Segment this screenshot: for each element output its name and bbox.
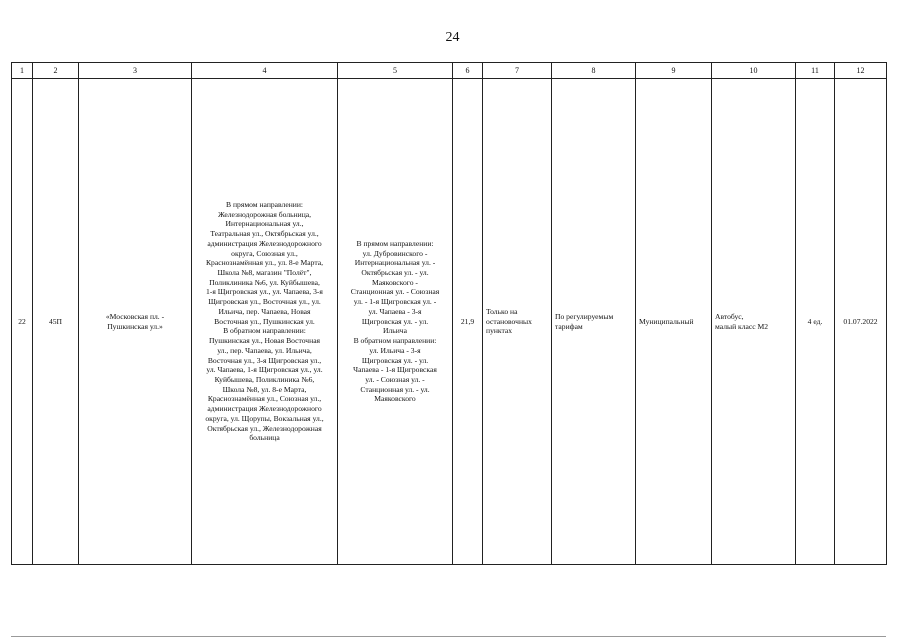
column-header-5: 5	[338, 63, 453, 79]
column-header-7: 7	[483, 63, 552, 79]
column-number-row	[12, 63, 887, 79]
column-header-8: 8	[552, 63, 636, 79]
route-number-cell: 45П	[33, 79, 79, 565]
tariff-cell: По регулируемым тарифам	[552, 79, 636, 565]
route-name-cell: «Московская пл. - Пушкинская ул.»	[79, 79, 192, 565]
column-header-4: 4	[192, 63, 338, 79]
column-header-6: 6	[453, 63, 483, 79]
page-bottom-rule	[11, 636, 886, 637]
page-number: 24	[445, 30, 460, 45]
column-header-2: 2	[33, 63, 79, 79]
start-date-cell: 01.07.2022	[835, 79, 887, 565]
carrier-type-cell: Муниципальный	[636, 79, 712, 565]
route-path-cell: В прямом направлении: ул. Дубровинского - Интернациональная ул. - Октябрьская ул. - ул. Маяковского - Станционная ул. - Союзная ул. - 1-я Щигровская ул. - ул. Чапаева - 3-я Щигровская ул. - ул. Ильича В обратном направлении: ул. Ильича - 3-я Щигровская ул. - ул. Чапаева - 1-я Щигровская ул. - Союзная ул. - Станционная ул. - ул. Маяковского	[338, 79, 453, 565]
column-header-1: 1	[12, 63, 33, 79]
vehicle-quantity-cell: 4 ед.	[796, 79, 835, 565]
row-number-cell: 22	[12, 79, 33, 565]
column-header-3: 3	[79, 63, 192, 79]
column-header-9: 9	[636, 63, 712, 79]
column-header-10: 10	[712, 63, 796, 79]
route-registry-table	[11, 62, 887, 565]
route-length-cell: 21,9	[453, 79, 483, 565]
column-header-12: 12	[835, 63, 887, 79]
table-row	[12, 79, 887, 565]
stop-order-cell: Только на остановочных пунктах	[483, 79, 552, 565]
stops-list-cell: В прямом направлении: Железнодорожная больница, Интернациональная ул., Театральная ул., Октябрьская ул., администрация Железнодорожного округа, Союзная ул., Краснознамённая ул., ул. 8-е Марта, Школа №8, магазин "Полёт", Поликлиника №6, ул. Куйбышева, 1-я Щигровская ул., ул. Чапаева, 3-я Щигровская ул., Восточная ул., ул. Ильича, пер. Чапаева, Новая Восточная ул., Пушкинская ул. В обратном направлении: Пушкинская ул., Новая Восточная ул., пер. Чапаева, ул. Ильича, Восточная ул., 3-я Щигровская ул., ул. Чапаева, 1-я Щигровская ул., ул. Куйбышева, Поликлиника №6, Школа №8, ул. 8-е Марта, Краснознамённая ул., Союзная ул., администрация Железнодорожного округа, ул. Щорупы, Вокзальная ул., Октябрьская ул., Железнодорожная больница	[192, 79, 338, 565]
vehicle-class-cell: Автобус, малый класс М2	[712, 79, 796, 565]
column-header-11: 11	[796, 63, 835, 79]
